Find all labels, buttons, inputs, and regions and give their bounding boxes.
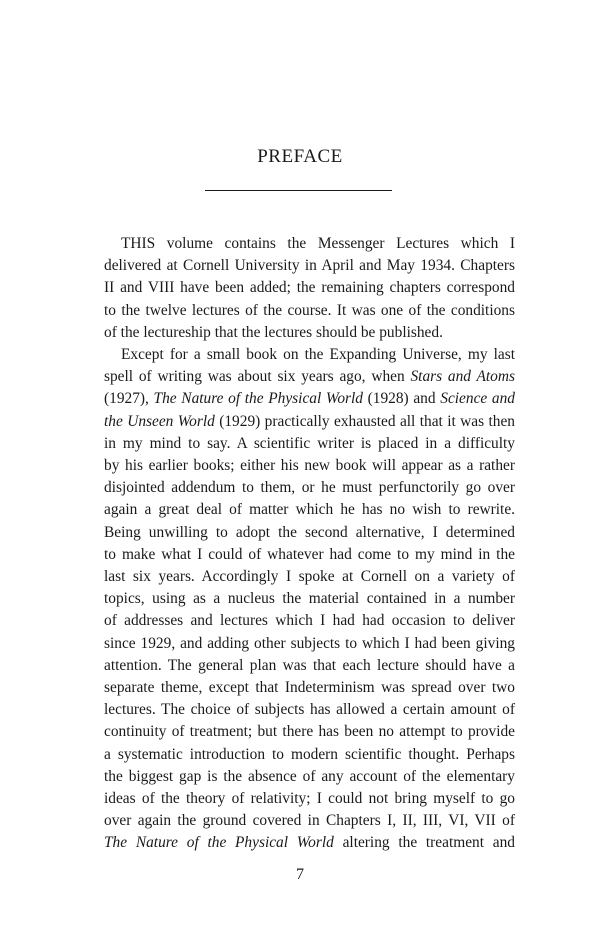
- text-line: over again the ground covered in Chapters I, II, III, VI, VII of: [104, 812, 515, 830]
- text-line: since 1929, and adding other subjects to which I had been giving: [104, 634, 515, 652]
- body-text: [104, 233, 515, 855]
- paragraph: [104, 344, 515, 855]
- text-line: separate theme, except that Indeterminism was spread over two: [104, 679, 515, 697]
- text-line: again a great deal of matter which he has no wish to rewrite.: [104, 501, 515, 519]
- italic-title: Science and: [440, 390, 515, 408]
- paragraph: [104, 233, 515, 344]
- text-line: II and VIII have been added; the remaining chapters correspond: [104, 279, 515, 297]
- text-line: last six years. Accordingly I spoke at Cornell on a variety of: [104, 568, 515, 586]
- text-line: to the twelve lectures of the course. It was one of the conditions: [104, 301, 515, 319]
- text-line: ideas of the theory of relativity; I could not bring myself to go: [104, 790, 515, 808]
- text-line: the biggest gap is the absence of any account of the elementary: [104, 767, 515, 785]
- text-line: lectures. The choice of subjects has allowed a certain amount of: [104, 701, 515, 719]
- italic-title: The Nature of the Physical World: [153, 390, 363, 408]
- text-line: disjointed addendum to them, or he must perfunctorily go over: [104, 479, 515, 497]
- text-line: attention. The general plan was that each lecture should have a: [104, 656, 515, 674]
- italic-title: Stars and Atoms: [410, 368, 515, 386]
- italic-title: the Unseen World: [104, 412, 215, 430]
- heading-rule: [205, 190, 392, 191]
- text-line: delivered at Cornell University in April and May 1934. Chapters: [104, 257, 515, 275]
- text-line: Being unwilling to adopt the second alternative, I determined: [104, 523, 515, 541]
- text-line: a systematic introduction to modern scientific thought. Perhaps: [104, 745, 515, 763]
- text-line: Except for a small book on the Expanding Universe, my last: [121, 346, 515, 364]
- page-number: 7: [296, 866, 304, 883]
- text-line: THIS volume contains the Messenger Lectures which I: [121, 235, 515, 252]
- text-line: continuity of treatment; but there has been no attempt to provide: [104, 723, 515, 741]
- italic-title: The Nature of the Physical World: [104, 834, 334, 852]
- text-line: to make what I could of whatever had come to my mind in the: [104, 545, 515, 563]
- text-line: topics, using as a nucleus the material contained in a number: [104, 590, 515, 608]
- text-line: the Unseen World (1929) practically exhausted all that it was then: [104, 412, 515, 430]
- text-line: by his earlier books; either his new book will appear as a rather: [104, 457, 515, 475]
- text-line: spell of writing was about six years ago, when Stars and Atoms: [104, 368, 515, 386]
- text-line: (1927), The Nature of the Physical World (1928) and Science and: [104, 390, 515, 408]
- text-line: in my mind to say. A scientific writer is placed in a difficulty: [104, 434, 515, 452]
- page-heading: PREFACE: [257, 146, 343, 167]
- text-line: The Nature of the Physical World altering the treatment and: [104, 834, 515, 852]
- text-line: of the lectureship that the lectures should be published.: [104, 323, 443, 341]
- text-line: of addresses and lectures which I had had occasion to deliver: [104, 612, 515, 630]
